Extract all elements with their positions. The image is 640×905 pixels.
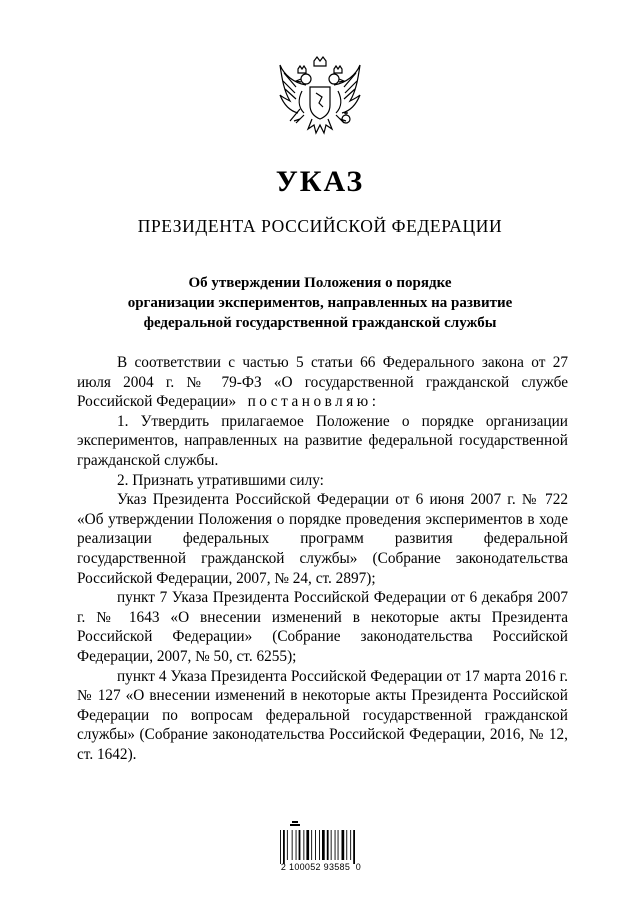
barcode-bar [331,830,332,860]
barcode-bar [299,830,301,860]
item-paragraph: 1. Утвердить прилагаемое Положение о порядке организации экспериментов, направленных на развитие федеральной государственной гражданской службы. [77,412,568,469]
barcode-bar [327,830,329,860]
intro-text: В соответствии с частью 5 статьи 66 Федерального закона от 27 июля 2004 г. № 79-ФЗ «О государственной гражданской службе Российской Федерации» [77,354,568,411]
intro-paragraph [77,353,568,412]
heading-line: федеральной государственной гражданской службы [143,315,497,331]
item-paragraph: пункт 7 Указа Президента Российской Федерации от 6 декабря 2007 г. № 1643 «О внесении изменений в некоторые акты Президента Российской Федерации» (Собрание законодательства Российской Федерации, 2007, № 50, ст. 6255); [77,589,568,665]
item-paragraph: Указ Президента Российской Федерации от 6 июня 2007 г. № 722 «Об утверждении Положения о порядке проведения экспериментов в ходе реализации федеральных программ развития федеральной государственной гражданской службы» (Собрание законодательства Российской Федерации, 2007, № 24, ст. 2897); [77,491,568,587]
barcode-bar [303,830,304,860]
document-title: УКАЗ [275,165,365,198]
barcode-bar [353,830,355,864]
barcode-bar [335,830,336,860]
barcode-number: 2 100052 93585 0 [280,862,362,872]
barcode-bar [283,830,285,864]
barcode-bar [350,830,351,860]
decree-heading [100,273,540,333]
barcode-bar [292,830,293,860]
item-paragraph: пункт 4 Указа Президента Российской Федерации от 17 марта 2016 г. № 127 «О внесении изменений в некоторые акты Президента Российской Федерации по вопросам федеральной государственной гражданской службы» (Собрание законодательства Российской Федерации, 2016, № 12, ст. 1642). [77,667,568,763]
decree-body [77,353,568,764]
barcode-bar [306,830,309,860]
barcode-bar [319,830,320,860]
heading-line: организации экспериментов, направленных на развитие [127,295,513,311]
barcode-bar [280,830,281,864]
barcode-bar [287,830,288,860]
barcode-bar [311,830,312,860]
heading-line: Об утверждении Положения о порядке [188,275,452,291]
barcode-bar [346,830,347,860]
barcode-bar [315,830,316,860]
barcode-bar [296,830,297,860]
barcode-bar [338,830,339,860]
item-paragraph: 2. Признать утратившими силу: [117,471,324,489]
decree-word: постановляю: [247,393,380,411]
barcode-bar [322,830,325,860]
state-emblem-icon [276,55,364,147]
document-subtitle: ПРЕЗИДЕНТА РОССИЙСКОЙ ФЕДЕРАЦИИ [137,216,503,236]
barcode-bar [342,830,345,860]
